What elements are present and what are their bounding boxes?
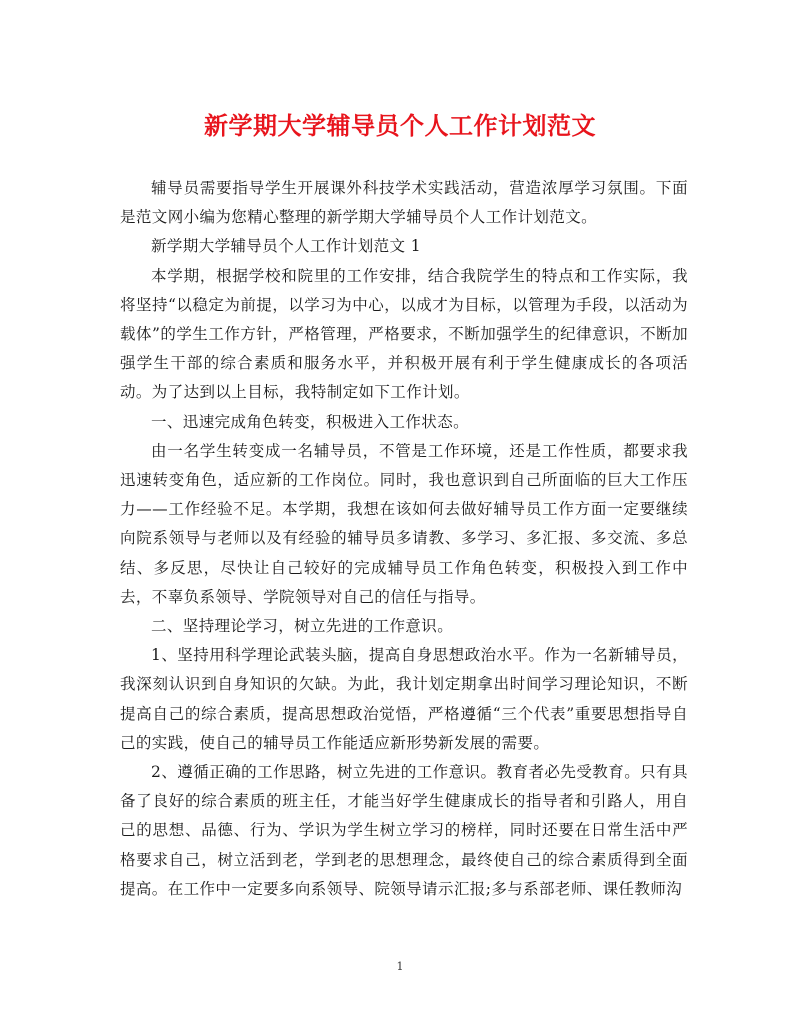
- document-body: [120, 174, 688, 904]
- body-paragraph: 2、遵循正确的工作思路，树立先进的工作意识。教育者必先受教育。只有具备了良好的综合素质的班主任，才能当好学生健康成长的指导者和引路人，用自己的思想、品德、行为、学识为学生树立学习的榜样，同时还要在日常生活中严格要求自己，树立活到老，学到老的思想理念，最终使自己的综合素质得到全面提高。在工作中一定要多向系领导、院领导请示汇报;多与系部老师、课任教师沟: [120, 763, 688, 898]
- body-paragraph: 1、坚持用科学理论武装头脑，提高自身思想政治水平。作为一名新辅导员，我深刻认识到自身知识的欠缺。为此，我计划定期拿出时间学习理论知识，不断提高自己的综合素质，提高思想政治觉悟，严格遵循“三个代表”重要思想指导自己的实践，使自己的辅导员工作能适应新形势新发展的需要。: [120, 646, 688, 752]
- document-title: 新学期大学辅导员个人工作计划范文: [204, 111, 596, 140]
- intro-paragraph: 辅导员需要指导学生开展课外科技学术实践活动，营造浓厚学习氛围。下面是范文网小编为您精心整理的新学期大学辅导员个人工作计划范文。: [120, 179, 688, 227]
- subsection-heading: 二、坚持理论学习，树立先进的工作意识。: [151, 617, 454, 636]
- section-heading: 新学期大学辅导员个人工作计划范文 1: [151, 237, 421, 256]
- body-paragraph: 由一名学生转变成一名辅导员，不管是工作环境，还是工作性质，都要求我迅速转变角色，适应新的工作岗位。同时，我也意识到自己所面临的巨大工作压力——工作经验不足。本学期，我想在该如何去做好辅导员工作方面一定要继续向院系领导与老师以及有经验的辅导员多请教、多学习、多汇报、多交流、多总结、多反思，尽快让自己较好的完成辅导员工作角色转变，积极投入到工作中去，不辜负系领导、学院领导对自己的信任与指导。: [120, 441, 688, 606]
- page-number: 1: [396, 960, 404, 973]
- body-paragraph: 本学期，根据学校和院里的工作安排，结合我院学生的特点和工作实际，我将坚持“以稳定为前提，以学习为中心，以成才为目标，以管理为手段，以活动为载体”的学生工作方针，严格管理，严格要求，不断加强学生的纪律意识，不断加强学生干部的综合素质和服务水平，并积极开展有利于学生健康成长的各项活动。为了达到以上目标，我特制定如下工作计划。: [120, 266, 688, 402]
- subsection-heading: 一、迅速完成角色转变，积极进入工作状态。: [151, 412, 470, 431]
